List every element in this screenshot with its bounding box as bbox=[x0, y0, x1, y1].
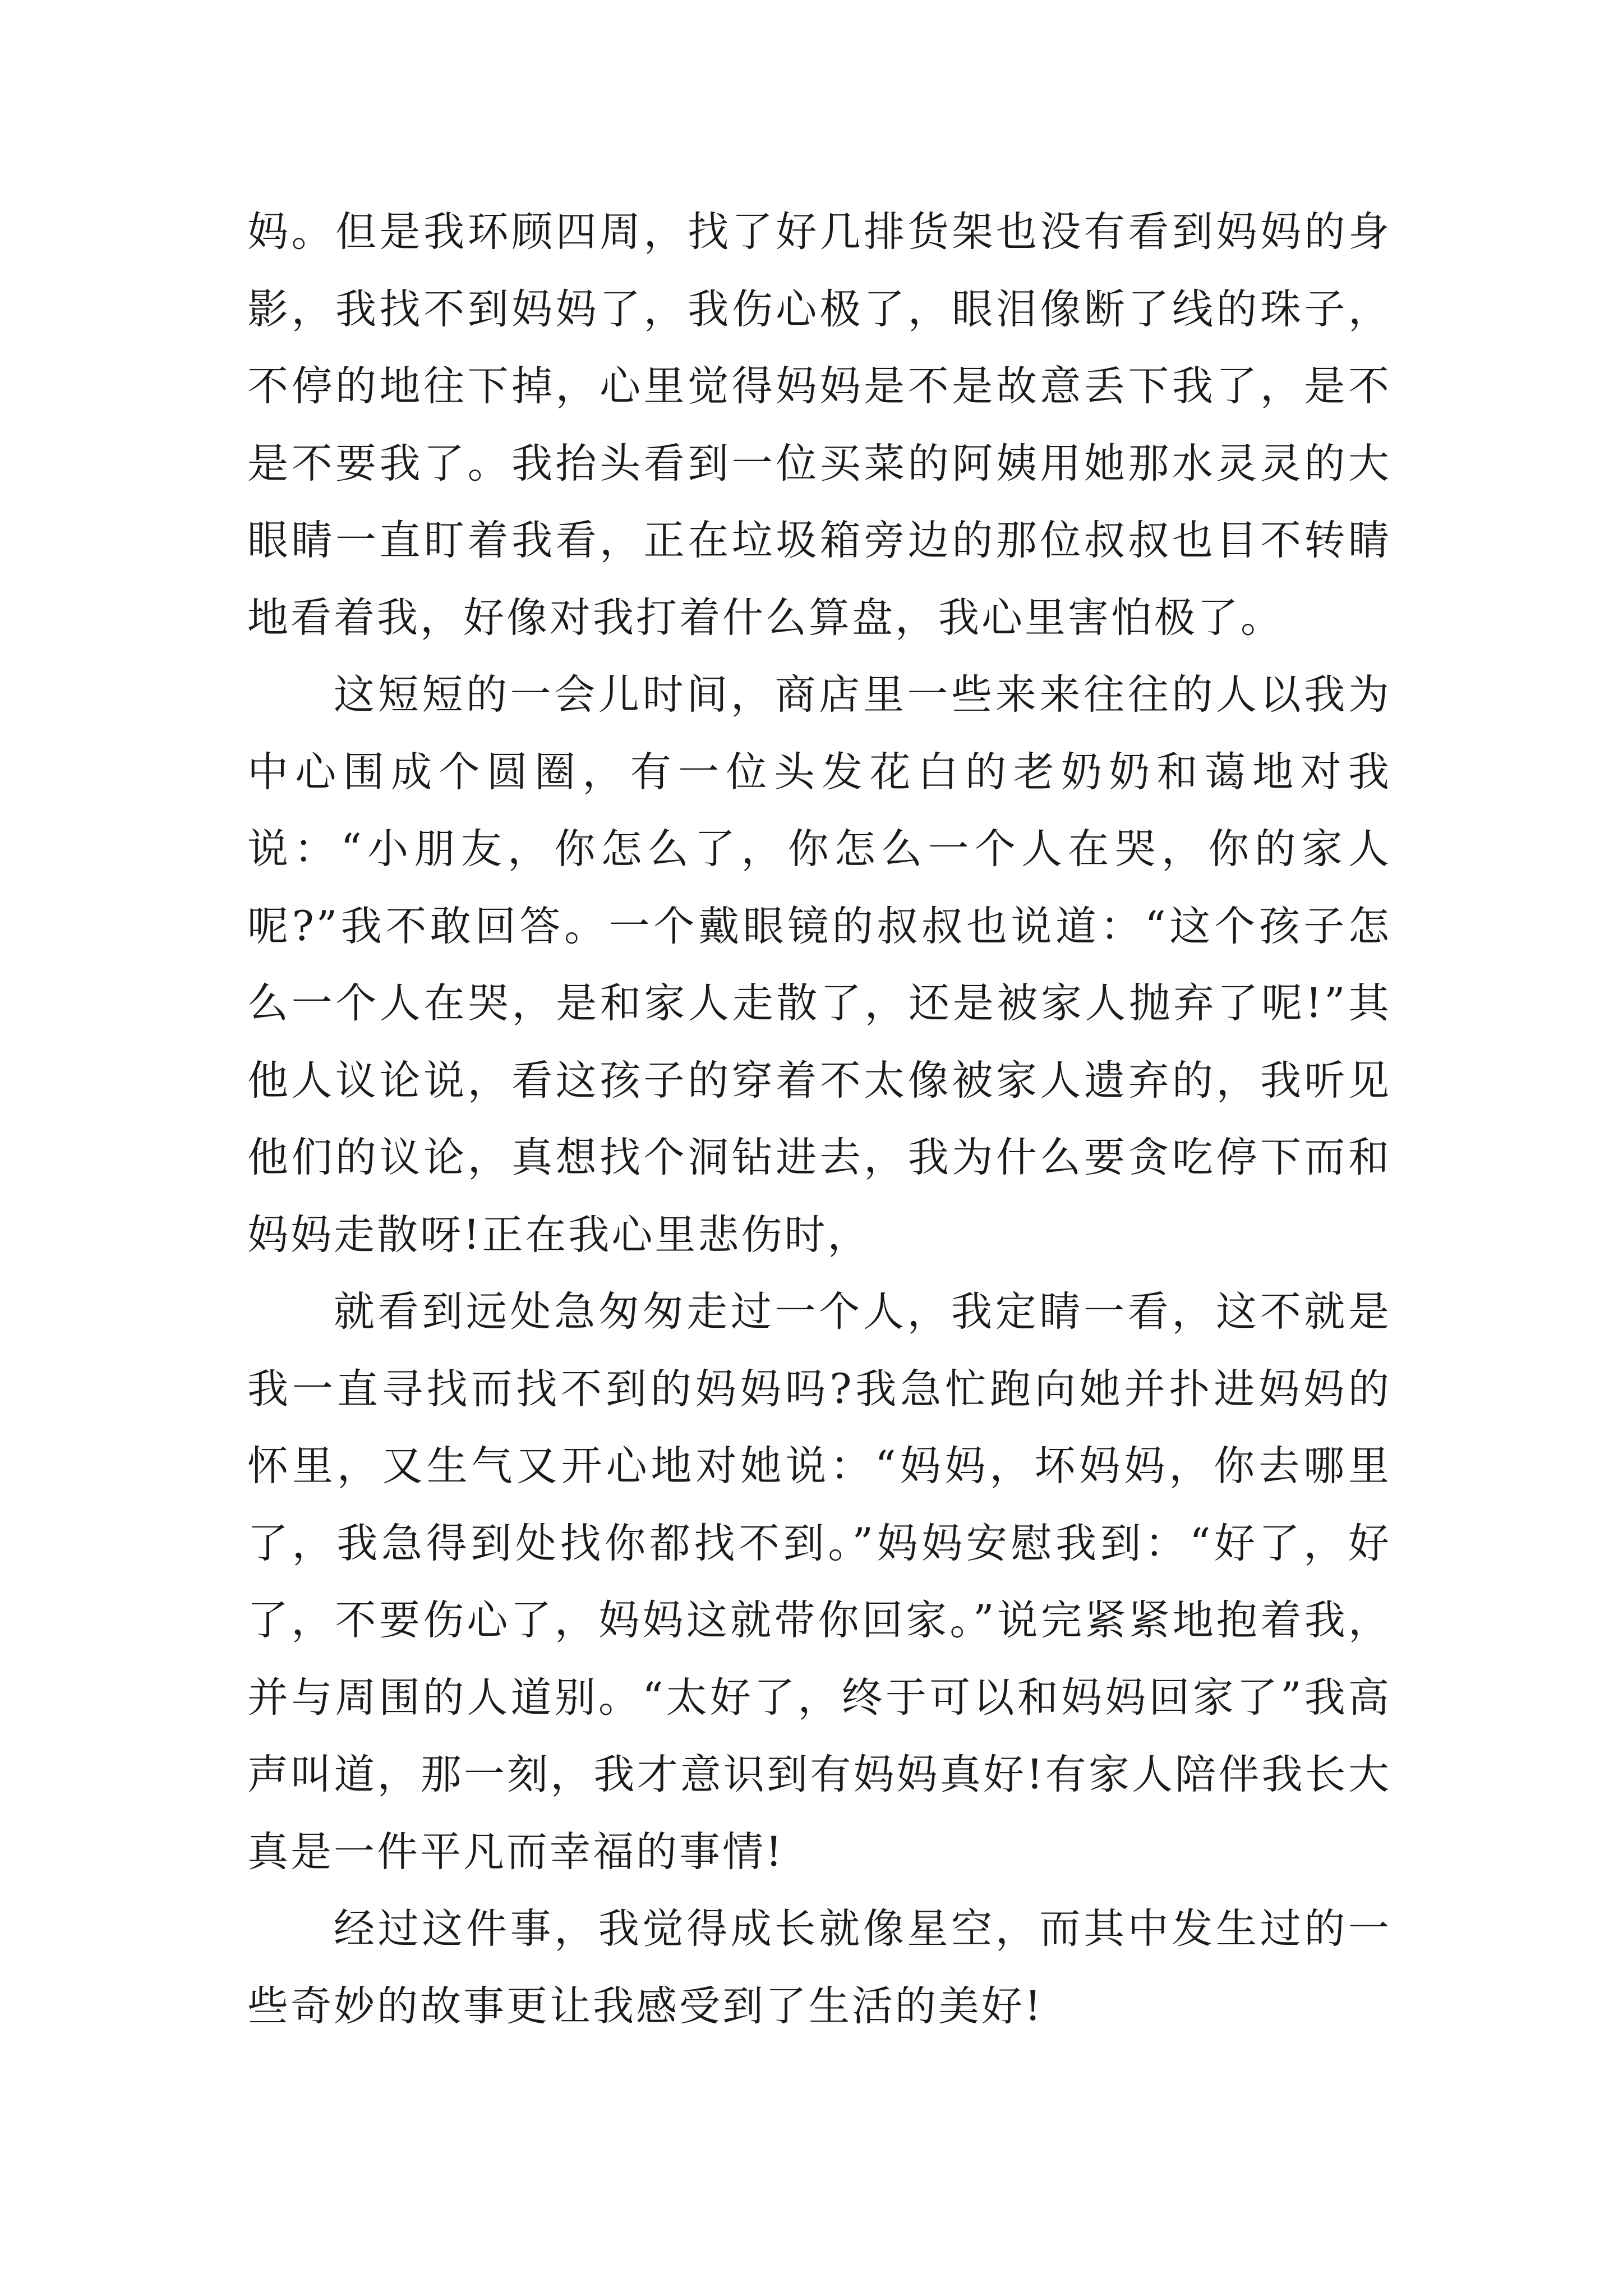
paragraph-3: 就看到远处急匆匆走过一个人，我定睛一看，这不就是我一直寻找而找不到的妈妈吗?我急忙跑向她并扑进妈妈的怀里，又生气又开心地对她说：“妈妈，坏妈妈，你去哪里了，我急得到处找你都找不到。”妈妈安慰我到：“好了，好了，不要伤心了，妈妈这就带你回家。”说完紧紧地抱着我，并与周围的人道别。“太好了，终于可以和妈妈回家了”我高声叫道，那一刻，我才意识到有妈妈真好!有家人陪伴我长大真是一件平凡而幸福的事情! bbox=[247, 1288, 1391, 1876]
paragraph-1: 妈。但是我环顾四周，找了好几排货架也没有看到妈妈的身影，我找不到妈妈了，我伤心极了，眼泪像断了线的珠子，不停的地往下掉，心里觉得妈妈是不是故意丢下我了，是不是不要我了。我抬头看到一位买菜的阿姨用她那水灵灵的大眼睛一直盯着我看，正在垃圾箱旁边的那位叔叔也目不转睛地看着我，好像对我打着什么算盘，我心里害怕极了。 bbox=[247, 208, 1391, 642]
document-body bbox=[247, 194, 1391, 2045]
paragraph-4: 经过这件事，我觉得成长就像星空，而其中发生过的一些奇妙的故事更让我感受到了生活的美好! bbox=[247, 1905, 1391, 2030]
paragraph-2: 这短短的一会儿时间，商店里一些来来往往的人以我为中心围成个圆圈，有一位头发花白的老奶奶和蔼地对我说：“小朋友，你怎么了，你怎么一个人在哭，你的家人呢?”我不敢回答。一个戴眼镜的叔叔也说道：“这个孩子怎么一个人在哭，是和家人走散了，还是被家人抛弃了呢!”其他人议论说，看这孩子的穿着不太像被家人遗弃的，我听见他们的议论，真想找个洞钻进去，我为什么要贪吃停下而和妈妈走散呀!正在我心里悲伤时， bbox=[247, 671, 1391, 1259]
